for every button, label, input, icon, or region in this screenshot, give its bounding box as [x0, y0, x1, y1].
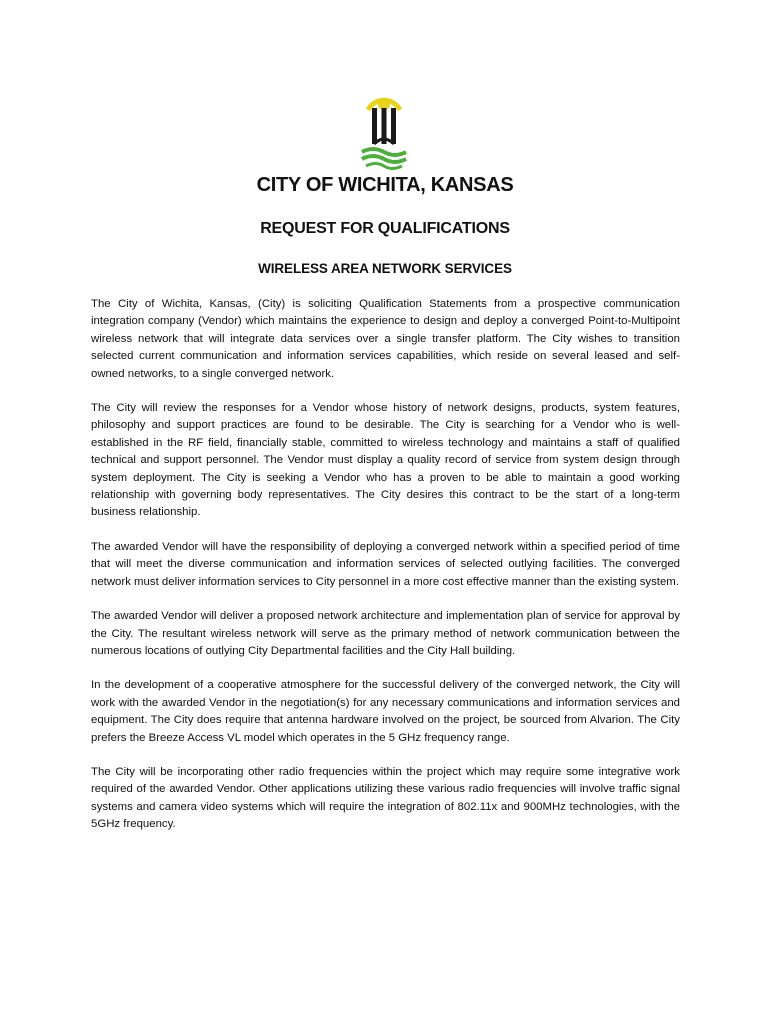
city-title: CITY OF WICHITA, KANSAS	[256, 174, 514, 196]
body-text	[91, 296, 680, 851]
paragraph: In the development of a cooperative atmosphere for the successful delivery of the converged network, the City will work with the awarded Vendor in the negotiation(s) for any necessary communications and information services and equipment. The City does require that antenna hardware involved on the project, be sourced from Alvarion. The City prefers the Breeze Access VL model which operates in the 5 GHz frequency range.	[91, 679, 680, 744]
paragraph: The City will be incorporating other radio frequencies within the project which may require some integrative work required of the awarded Vendor. Other applications utilizing these various radio frequencies will involve traffic signal systems and camera video systems which will require the integration of 802.11x and 900MHz technologies, with the 5GHz frequency.	[91, 765, 680, 831]
subject-heading: WIRELESS AREA NETWORK SERVICES	[258, 261, 512, 276]
paragraph: The City will review the responses for a Vendor whose history of network designs, products, system features, philosophy and support practices are found to be desirable. The City is searching for a Vendor who is well-established in the RF field, financially stable, committed to wireless technology and maintains a staff of qualified technical and support personnel. The Vendor must display a quality record of service from system design through system deployment. The City is seeking a Vendor who has a proven to be able to maintain a good working relationship with governing body representatives. The City desires this contract to be the start of a long-term business relationship.	[91, 402, 680, 519]
paragraph: The City of Wichita, Kansas, (City) is soliciting Qualification Statements from a prospective communication integration company (Vendor) which maintains the experience to design and deploy a converged Point-to-Multipoint wireless network that will integrate data services over a single transfer platform. The City wishes to transition selected current communication and information services capabilities, which reside on several leased and self-owned networks, to a single converged network.	[91, 298, 680, 380]
document-type-heading: REQUEST FOR QUALIFICATIONS	[260, 220, 510, 237]
paragraph: The awarded Vendor will have the responsibility of deploying a converged network within a specified period of time that will meet the diverse communication and information services of selected outlying facilities. The converged network must deliver information services to City personnel in a more cost effective manner than the existing system.	[91, 540, 680, 588]
paragraph: The awarded Vendor will deliver a proposed network architecture and implementation plan of service for approval by the City. The resultant wireless network will serve as the primary method of network communication between the numerous locations of outlying City Departmental facilities and the City Hall building.	[91, 610, 680, 657]
wichita-flag-logo-icon	[358, 90, 410, 170]
